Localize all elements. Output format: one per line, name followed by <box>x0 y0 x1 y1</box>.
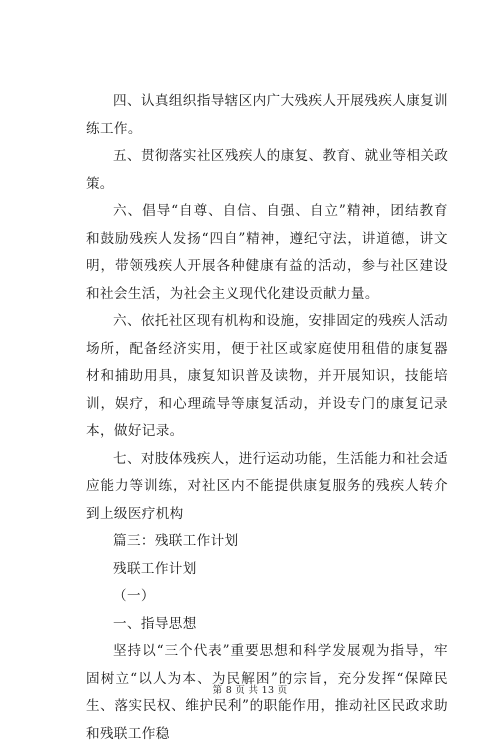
plan-part-number: （一） <box>113 588 155 604</box>
page-footer: 第 8 页 共 13 页 <box>212 685 288 696</box>
guiding-ideology-heading: 一、指导思想 <box>113 615 197 632</box>
paragraph-item-5-policy: 五、贯彻落实社区残疾人的康复、教育、就业等相关政策。 <box>86 148 448 192</box>
section-heading-part-three: 篇三：残联工作计划 <box>113 533 239 549</box>
paragraph-item-7-physical-disability: 七、对肢体残疾人，进行运动功能，生活能力和社会适应能力等训练，对社区内不能提供康复服务的残疾人转介到上级医疗机构 <box>86 450 448 522</box>
paragraph-item-6-four-self-spirit: 六、倡导“自尊、自信、自强、自立”精神，团结教育和鼓励残疾人发扬“四自”精神，遵纪守法，讲道德，讲文明，带领残疾人开展各种健康有益的活动，参与社区建设和社会生活，为社会主义现代化建设贡献力量。 <box>86 203 448 302</box>
paragraph-item-6-facilities: 六、依托社区现有机构和设施，安排固定的残疾人活动场所，配备经济实用，便于社区或家庭使用租借的康复器材和捕助用具，康复知识普及读物，并开展知识，技能培训，娱疗，和心理疏导等康复活动，并设专门的康复记录本，做好记录。 <box>86 313 448 439</box>
plan-title: 残联工作计划 <box>113 560 197 577</box>
document-body <box>86 88 448 748</box>
guiding-ideology-text: 坚持以“三个代表”重要思想和科学发展观为指导，牢固树立“以人为本、为民解困”的宗旨，充分发挥“保障民生、落实民权、维护民利”的职能作用，推动社区民政求助和残联工作稳 <box>86 643 448 742</box>
paragraph-item-4-rehab-training: 四、认真组织指导辖区内广大残疾人开展残疾人康复训练工作。 <box>86 93 448 137</box>
